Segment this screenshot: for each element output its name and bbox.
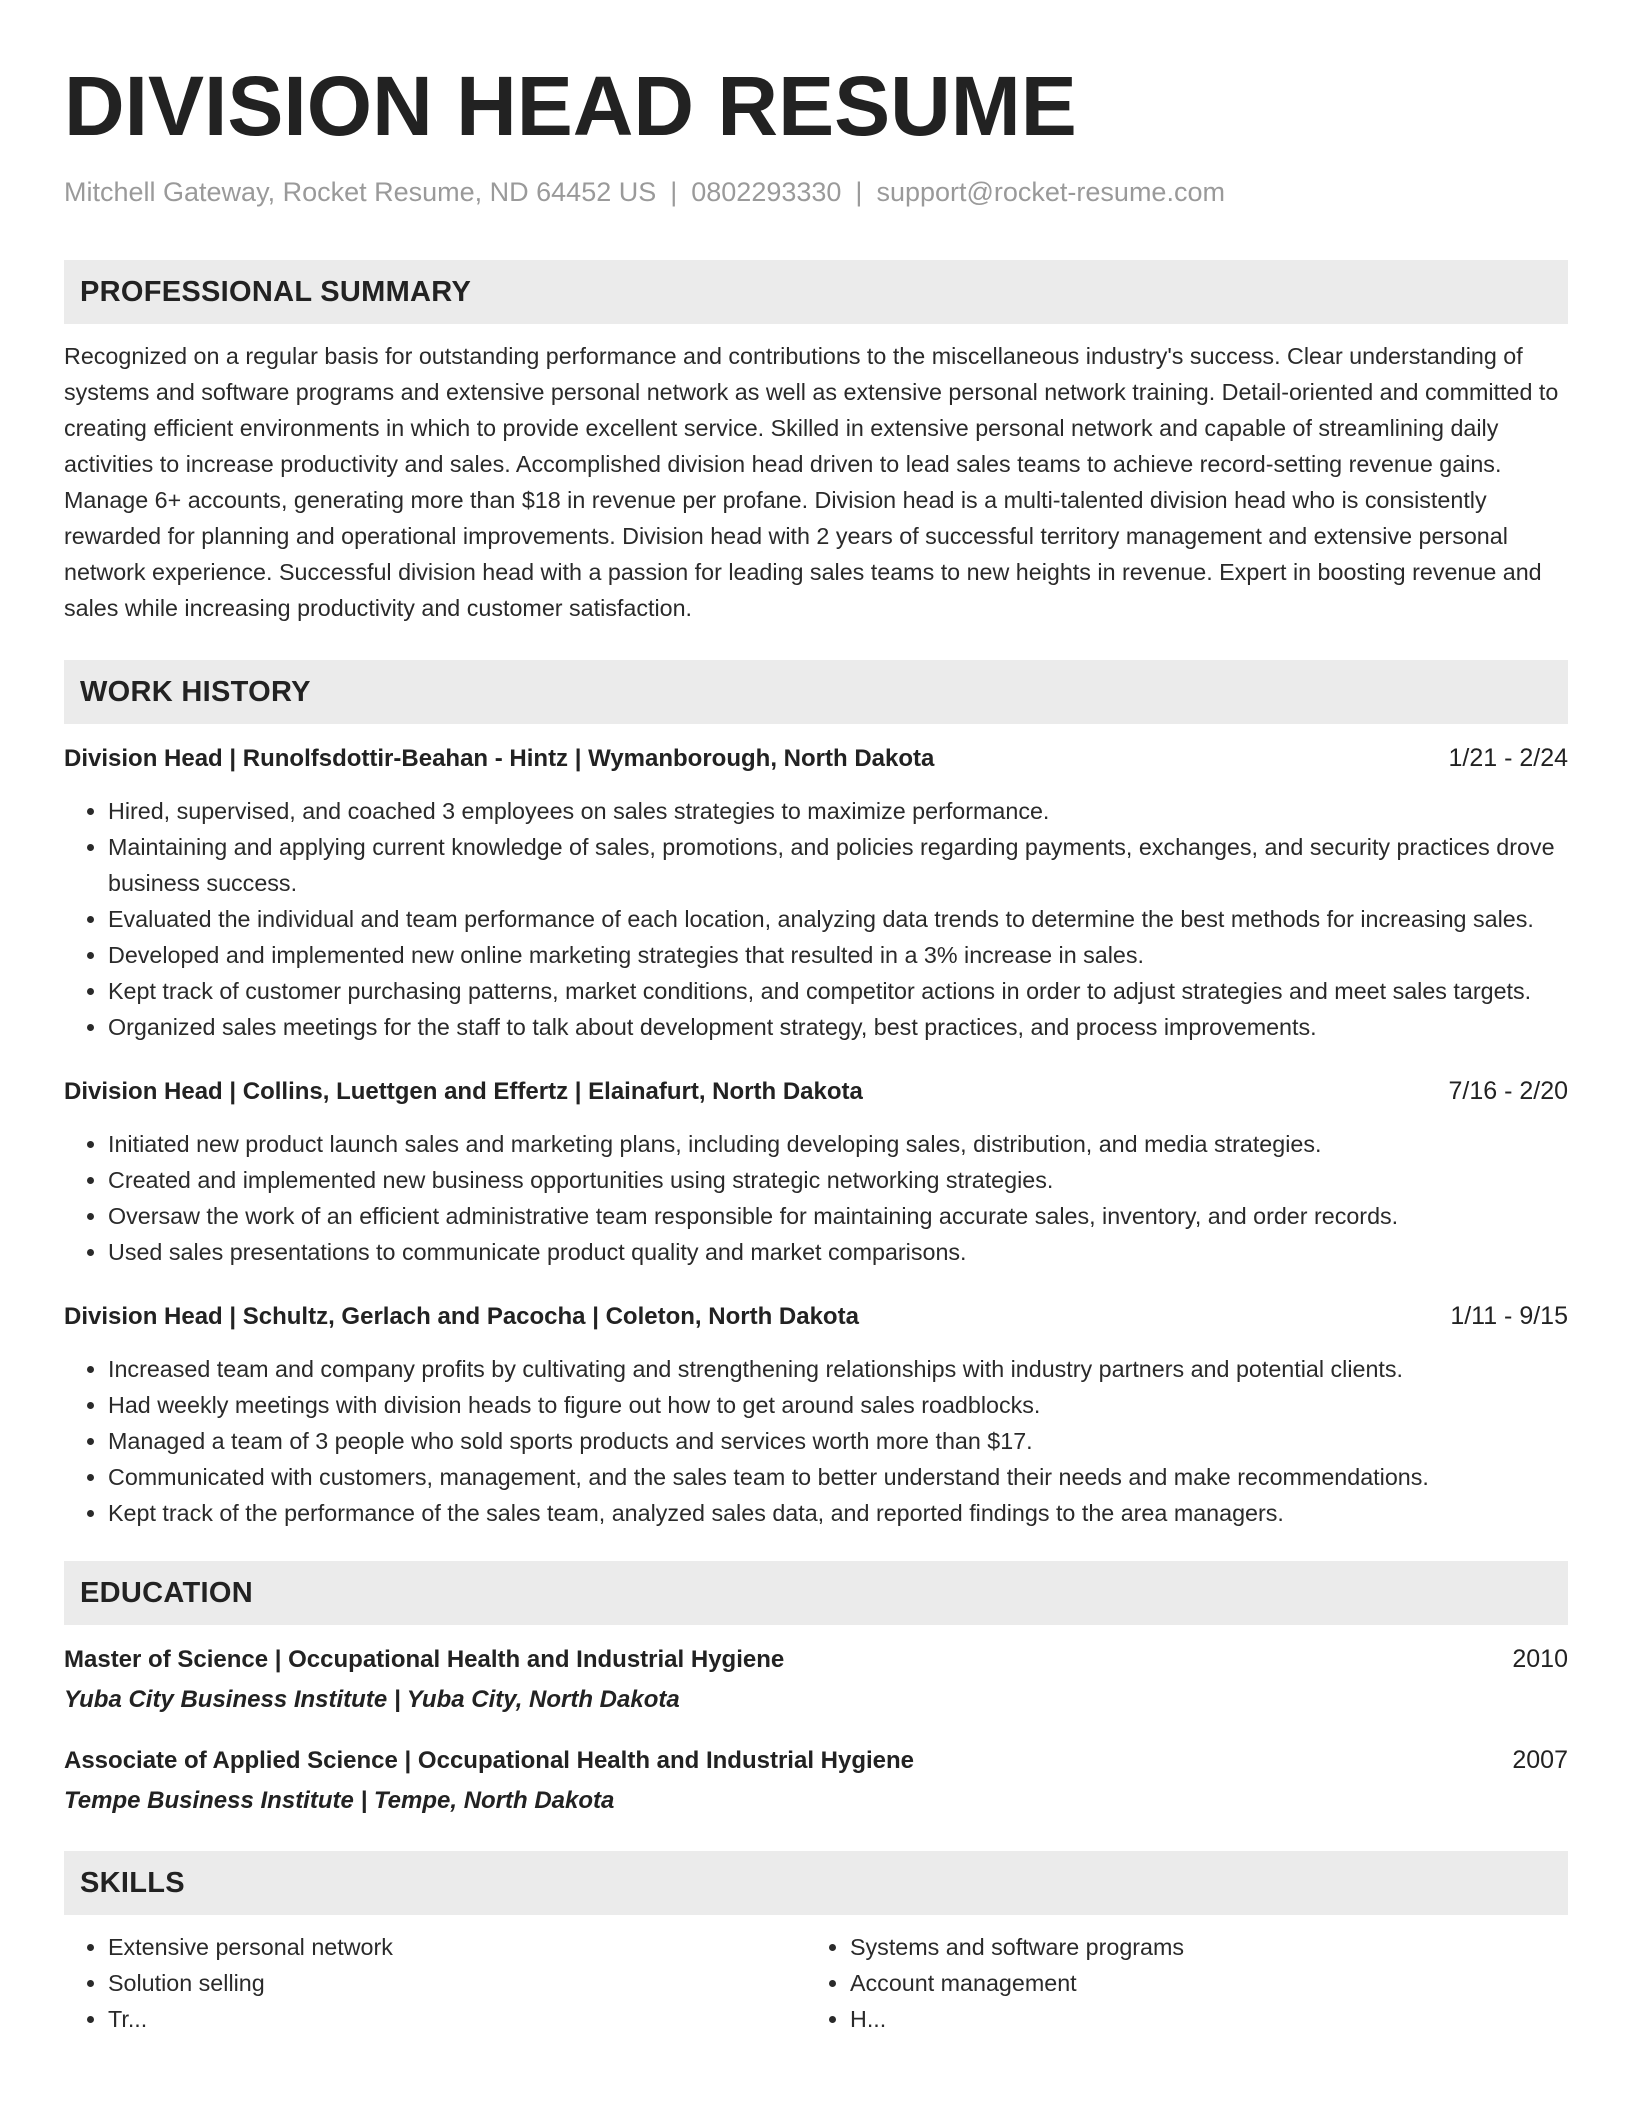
- job-header: [64, 1075, 1568, 1108]
- list-item: • Kept track of customer purchasing patterns, market conditions, and competitor actions in order to adjust strategies and meet sales targets.: [108, 973, 1568, 1009]
- list-item: • Developed and implemented new online marketing strategies that resulted in a 3% increase in sales.: [108, 937, 1568, 973]
- job-title: Division Head | Collins, Luettgen and Effertz | Elainafurt, North Dakota: [64, 1078, 863, 1105]
- section-title: EDUCATION: [80, 1576, 253, 1609]
- section-header-summary: [64, 260, 1568, 324]
- job-entry: [64, 1300, 1568, 1531]
- list-item: • Hired, supervised, and coached 3 employees on sales strategies to maximize performance.: [108, 793, 1568, 829]
- resume-title: DIVISION HEAD RESUME: [64, 59, 1077, 153]
- job-bullets: [64, 1126, 1568, 1270]
- list-item: • H...: [850, 2001, 1548, 2037]
- section-title: SKILLS: [80, 1866, 185, 1899]
- list-item: • Created and implemented new business opportunities using strategic networking strategies.: [108, 1162, 1568, 1198]
- section-title: PROFESSIONAL SUMMARY: [80, 275, 472, 308]
- skills-column-left: [64, 1929, 806, 2037]
- education-school: Tempe Business Institute | Tempe, North Dakota: [64, 1787, 615, 1814]
- education-degree: Associate of Applied Science | Occupational Health and Industrial Hygiene: [64, 1747, 915, 1774]
- list-item: • Initiated new product launch sales and marketing plans, including developing sales, distribution, and media strategies.: [108, 1126, 1568, 1162]
- list-item: • Systems and software programs: [850, 1929, 1548, 1965]
- section-header-work-history: [64, 660, 1568, 724]
- list-item: • Oversaw the work of an efficient administrative team responsible for maintaining accurate sales, inventory, and order records.: [108, 1198, 1568, 1234]
- list-item: • Evaluated the individual and team performance of each location, analyzing data trends to determine the best methods for increasing sales.: [108, 901, 1568, 937]
- contact-separator: |: [855, 177, 863, 207]
- education-header: [64, 1744, 1568, 1777]
- list-item: • Organized sales meetings for the staff to talk about development strategy, best practices, and process improvements.: [108, 1009, 1568, 1045]
- education-header: [64, 1643, 1568, 1676]
- list-item: • Account management: [850, 1965, 1548, 2001]
- job-title: Division Head | Schultz, Gerlach and Pacocha | Coleton, North Dakota: [64, 1303, 859, 1330]
- section-header-skills: [64, 1851, 1568, 1915]
- list-item: • Tr...: [108, 2001, 806, 2037]
- list-item: • Kept track of the performance of the sales team, analyzed sales data, and reported findings to the area managers.: [108, 1495, 1568, 1531]
- education-entry: [64, 1643, 1568, 1716]
- skills-column-right: [806, 1929, 1548, 2037]
- list-item: • Extensive personal network: [108, 1929, 806, 1965]
- education-year: 2010: [1512, 1645, 1568, 1673]
- education-entry: [64, 1744, 1568, 1817]
- list-item: • Solution selling: [108, 1965, 806, 2001]
- job-header: [64, 1300, 1568, 1333]
- resume-page: [64, 56, 1568, 2037]
- contact-address: Mitchell Gateway, Rocket Resume, ND 64452 US: [64, 177, 657, 207]
- job-entry: [64, 742, 1568, 1045]
- job-bullets: [64, 1351, 1568, 1531]
- job-entry: [64, 1075, 1568, 1270]
- list-item: • Managed a team of 3 people who sold sports products and services worth more than $17.: [108, 1423, 1568, 1459]
- education-degree: Master of Science | Occupational Health and Industrial Hygiene: [64, 1646, 785, 1673]
- job-dates: 1/11 - 9/15: [1450, 1302, 1568, 1330]
- contact-separator: |: [670, 177, 678, 207]
- section-header-education: [64, 1561, 1568, 1625]
- list-item: • Communicated with customers, management, and the sales team to better understand their needs and make recommendations.: [108, 1459, 1568, 1495]
- list-item: • Had weekly meetings with division heads to figure out how to get around sales roadblocks.: [108, 1387, 1568, 1423]
- education-year: 2007: [1512, 1746, 1568, 1774]
- job-dates: 7/16 - 2/20: [1448, 1077, 1568, 1105]
- list-item: • Increased team and company profits by cultivating and strengthening relationships with industry partners and potential clients.: [108, 1351, 1568, 1387]
- contact-email: support@rocket-resume.com: [876, 177, 1225, 207]
- job-title: Division Head | Runolfsdottir-Beahan - Hintz | Wymanborough, North Dakota: [64, 745, 935, 772]
- education-school: Yuba City Business Institute | Yuba City, North Dakota: [64, 1686, 680, 1713]
- skills-list: [64, 1929, 1568, 2037]
- summary-text: Recognized on a regular basis for outstanding performance and contributions to the miscellaneous industry's success. Clear understanding of systems and software programs and extensive personal network as well as extensive personal network training. Detail-oriented and committed to creating efficient environments in which to provide excellent service. Skilled in extensive personal network and capable of streamlining daily activities to increase productivity and sales. Accomplished division head driven to lead sales teams to achieve record-setting revenue gains. Manage 6+ accounts, generating more than $18 in revenue per profane. Division head is a multi-talented division head who is consistently rewarded for planning and operational improvements. Division head with 2 years of successful territory management and extensive personal network experience. Successful division head with a passion for leading sales teams to new heights in revenue. Expert in boosting revenue and sales while increasing productivity and customer satisfaction.: [64, 343, 1559, 621]
- contact-line: [64, 174, 1568, 210]
- list-item: • Used sales presentations to communicate product quality and market comparisons.: [108, 1234, 1568, 1270]
- section-title: WORK HISTORY: [80, 675, 311, 708]
- job-header: [64, 742, 1568, 775]
- contact-phone: 0802293330: [691, 177, 842, 207]
- list-item: • Maintaining and applying current knowledge of sales, promotions, and policies regarding payments, exchanges, and security practices drove business success.: [108, 829, 1568, 901]
- job-dates: 1/21 - 2/24: [1448, 744, 1568, 772]
- job-bullets: [64, 793, 1568, 1045]
